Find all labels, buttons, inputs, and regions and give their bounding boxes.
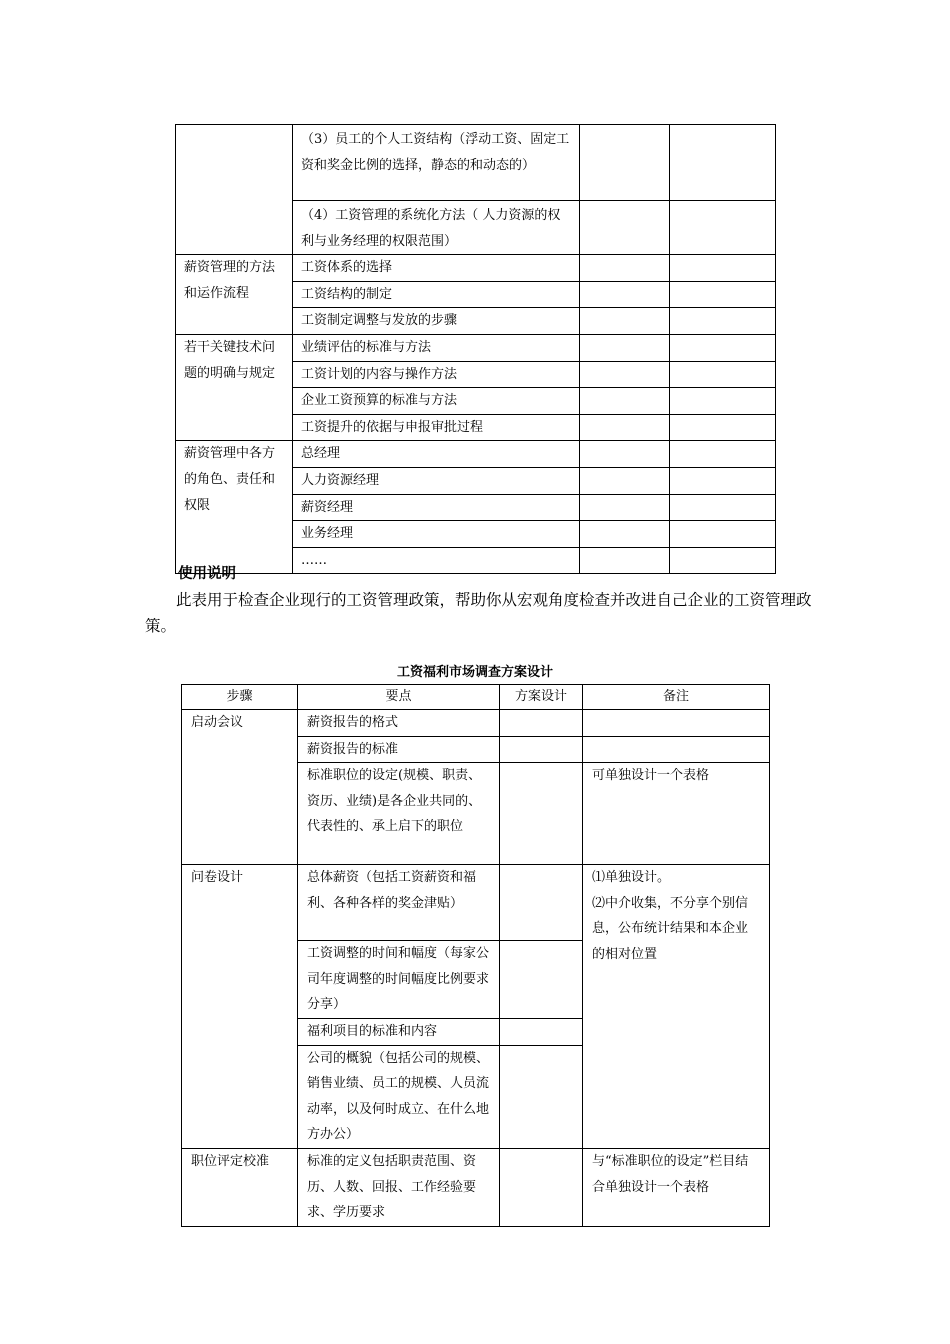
step-cell: 启动会议 <box>182 710 298 865</box>
blank-cell <box>670 521 776 548</box>
blank-cell <box>580 125 670 201</box>
design-cell <box>500 1018 583 1045</box>
header-remark: 备注 <box>583 685 770 710</box>
blank-cell <box>580 334 670 361</box>
item-cell: （3）员工的个人工资结构（浮动工资、固定工资和奖金比例的选择，静态的和动态的） <box>293 125 580 201</box>
item-cell: 工资制定调整与发放的步骤 <box>293 308 580 335</box>
blank-cell <box>670 467 776 494</box>
step-cell: 职位评定校准 <box>182 1148 298 1226</box>
point-cell: 标准职位的设定(规模、职责、资历、业绩)是各企业共同的、代表性的、承上启下的职位 <box>298 763 500 865</box>
usage-heading: 使用说明 <box>178 566 236 582</box>
item-cell: 工资体系的选择 <box>293 255 580 282</box>
blank-cell <box>580 388 670 415</box>
item-cell: 企业工资预算的标准与方法 <box>293 388 580 415</box>
item-cell: 总经理 <box>293 441 580 468</box>
remark-line: ⑴单独设计。 <box>592 870 671 886</box>
blank-cell <box>580 467 670 494</box>
blank-cell <box>580 281 670 308</box>
blank-cell <box>670 494 776 521</box>
design-cell <box>500 710 583 737</box>
blank-cell <box>670 281 776 308</box>
design-cell <box>500 1045 583 1148</box>
blank-cell <box>580 255 670 282</box>
blank-cell <box>580 547 670 574</box>
remark-cell <box>583 736 770 763</box>
item-cell: 业绩评估的标准与方法 <box>293 334 580 361</box>
salary-policy-table <box>175 124 776 574</box>
blank-cell <box>580 308 670 335</box>
blank-cell <box>580 361 670 388</box>
design-cell <box>500 941 583 1019</box>
blank-cell <box>580 201 670 255</box>
blank-cell <box>670 255 776 282</box>
item-cell: 工资提升的依据与申报审批过程 <box>293 414 580 441</box>
blank-cell <box>580 521 670 548</box>
table-row <box>176 125 776 201</box>
table-row <box>182 710 770 737</box>
blank-cell <box>580 441 670 468</box>
category-cell <box>176 125 293 255</box>
item-cell: （4）工资管理的系统化方法（ 人力资源的权利与业务经理的权限范围） <box>293 201 580 255</box>
blank-cell <box>580 494 670 521</box>
step-cell: 问卷设计 <box>182 865 298 1149</box>
design-cell <box>500 763 583 865</box>
point-cell: 薪资报告的格式 <box>298 710 500 737</box>
item-cell: 工资计划的内容与操作方法 <box>293 361 580 388</box>
point-cell: 福利项目的标准和内容 <box>298 1018 500 1045</box>
remark-cell: 与“标准职位的设定”栏目结合单独设计一个表格 <box>583 1148 770 1226</box>
remark-line: ⑵中介收集，不分享个别信息，公布统计结果和本企业的相对位置 <box>592 895 749 962</box>
table-row <box>182 865 770 941</box>
remark-cell: 可单独设计一个表格 <box>583 763 770 865</box>
item-cell: 业务经理 <box>293 521 580 548</box>
blank-cell <box>670 334 776 361</box>
table-row <box>176 441 776 468</box>
usage-text: 此表用于检查企业现行的工资管理政策，帮助你从宏观角度检查并改进自己企业的工资管理政策。 <box>145 591 812 635</box>
blank-cell <box>670 125 776 201</box>
header-row <box>182 685 770 710</box>
item-cell: 薪资经理 <box>293 494 580 521</box>
blank-cell <box>670 361 776 388</box>
table-row <box>182 1148 770 1226</box>
point-cell: 公司的概貌（包括公司的规模、销售业绩、员工的规模、人员流动率，以及何时成立、在什么地方办公） <box>298 1045 500 1148</box>
item-cell: 人力资源经理 <box>293 467 580 494</box>
category-cell: 薪资管理的方法和运作流程 <box>176 255 293 335</box>
item-cell: …… <box>293 547 580 574</box>
survey-table-title: 工资福利市场调查方案设计 <box>396 665 553 680</box>
table-row <box>176 334 776 361</box>
point-cell: 总体薪资（包括工资薪资和福利、各种各样的奖金津贴） <box>298 865 500 941</box>
survey-plan-table <box>181 684 770 1227</box>
blank-cell <box>670 308 776 335</box>
blank-cell <box>670 547 776 574</box>
category-cell: 若干关键技术问题的明确与规定 <box>176 334 293 440</box>
header-points: 要点 <box>298 685 500 710</box>
point-cell: 工资调整的时间和幅度（每家公司年度调整的时间幅度比例要求分享） <box>298 941 500 1019</box>
blank-cell <box>670 201 776 255</box>
blank-cell <box>670 441 776 468</box>
design-cell <box>500 1148 583 1226</box>
blank-cell <box>580 414 670 441</box>
item-cell: 工资结构的制定 <box>293 281 580 308</box>
blank-cell <box>670 414 776 441</box>
category-cell: 薪资管理中各方的角色、责任和权限 <box>176 441 293 574</box>
remark-cell <box>583 710 770 737</box>
table-row <box>176 255 776 282</box>
design-cell <box>500 736 583 763</box>
remark-cell <box>583 865 770 1149</box>
blank-cell <box>670 388 776 415</box>
point-cell: 标准的定义包括职责范围、资历、人数、回报、工作经验要求、学历要求 <box>298 1148 500 1226</box>
header-design: 方案设计 <box>500 685 583 710</box>
header-step: 步骤 <box>182 685 298 710</box>
point-cell: 薪资报告的标准 <box>298 736 500 763</box>
design-cell <box>500 865 583 941</box>
